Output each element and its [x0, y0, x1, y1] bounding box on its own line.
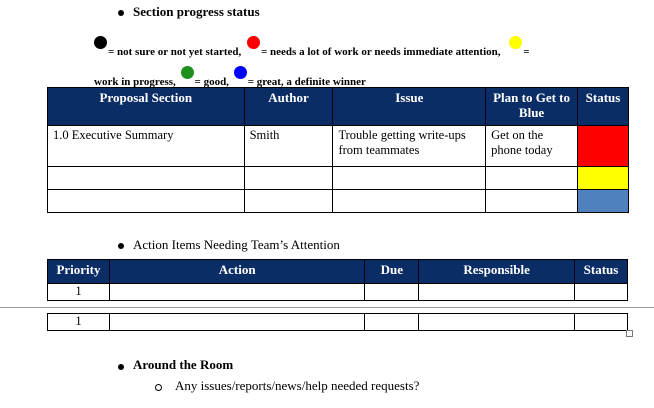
- header-due: Due: [365, 260, 419, 284]
- status-cell-yellow[interactable]: [577, 167, 628, 190]
- header-action-status: Status: [574, 260, 627, 284]
- header-author: Author: [244, 88, 333, 126]
- progress-table: [47, 87, 629, 213]
- bullet-icon: [118, 364, 124, 370]
- status-cell-red[interactable]: [577, 126, 628, 167]
- header-priority: Priority: [48, 260, 110, 284]
- header-proposal-section: Proposal Section: [48, 88, 245, 126]
- action-items-table-continued: [47, 313, 628, 331]
- sub-bullet-icon: [155, 384, 162, 391]
- yellow-dot-icon: [509, 36, 522, 49]
- legend-not-started: = not sure or not yet started,: [108, 46, 242, 58]
- header-issue: Issue: [333, 88, 486, 126]
- legend-yellow-eq: =: [523, 46, 530, 58]
- table-row: [48, 284, 628, 301]
- header-status: Status: [577, 88, 628, 126]
- around-room-subitem: Any issues/reports/news/help needed requests?: [175, 378, 420, 393]
- responsible-cell[interactable]: [419, 314, 575, 331]
- section-cell[interactable]: [48, 190, 245, 213]
- action-items-table: [47, 259, 628, 301]
- green-dot-icon: [181, 66, 194, 79]
- around-room-heading: Around the Room: [133, 357, 234, 372]
- legend-great: = great, a definite winner: [247, 76, 366, 88]
- legend-needs-work: = needs a lot of work or needs immediate attention,: [261, 46, 501, 58]
- status-cell-blue[interactable]: [577, 190, 628, 213]
- table-row: [48, 167, 629, 190]
- due-cell[interactable]: [365, 284, 419, 301]
- author-cell[interactable]: Smith: [244, 126, 333, 167]
- status-legend-line-1: [94, 36, 530, 58]
- responsible-cell[interactable]: [419, 284, 575, 301]
- issue-cell[interactable]: [333, 190, 486, 213]
- table-row: [48, 314, 628, 331]
- table-resize-handle[interactable]: [626, 330, 633, 337]
- table-row: [48, 126, 629, 167]
- priority-cell[interactable]: 1: [48, 314, 110, 331]
- author-cell[interactable]: [244, 190, 333, 213]
- action-cell[interactable]: [109, 314, 365, 331]
- issue-cell[interactable]: Trouble getting write-ups from teammates: [333, 126, 486, 167]
- plan-cell[interactable]: Get on the phone today: [486, 126, 578, 167]
- table-row: [48, 190, 629, 213]
- plan-cell[interactable]: [486, 190, 578, 213]
- status-cell[interactable]: [574, 284, 627, 301]
- header-responsible: Responsible: [419, 260, 575, 284]
- action-table-header: [48, 260, 628, 284]
- bullet-icon: [118, 243, 124, 249]
- header-plan: Plan to Get to Blue: [486, 88, 578, 126]
- red-dot-icon: [247, 36, 260, 49]
- status-cell[interactable]: [575, 314, 628, 331]
- due-cell[interactable]: [365, 314, 419, 331]
- section-cell[interactable]: [48, 167, 245, 190]
- blue-dot-icon: [234, 66, 247, 79]
- legend-good: = good,: [194, 76, 229, 88]
- action-items-heading: Action Items Needing Team’s Attention: [133, 237, 340, 252]
- priority-cell[interactable]: 1: [48, 284, 110, 301]
- section-cell[interactable]: 1.0 Executive Summary: [48, 126, 245, 167]
- legend-work-in-progress: work in progress,: [94, 76, 176, 88]
- action-cell[interactable]: [109, 284, 364, 301]
- progress-table-header: [48, 88, 629, 126]
- issue-cell[interactable]: [333, 167, 486, 190]
- plan-cell[interactable]: [486, 167, 578, 190]
- page-break-line: [0, 307, 654, 308]
- status-legend-line-2: [94, 66, 366, 88]
- header-action: Action: [109, 260, 364, 284]
- black-dot-icon: [94, 36, 107, 49]
- section-progress-heading: Section progress status: [133, 4, 260, 19]
- author-cell[interactable]: [244, 167, 333, 190]
- bullet-icon: [118, 10, 124, 16]
